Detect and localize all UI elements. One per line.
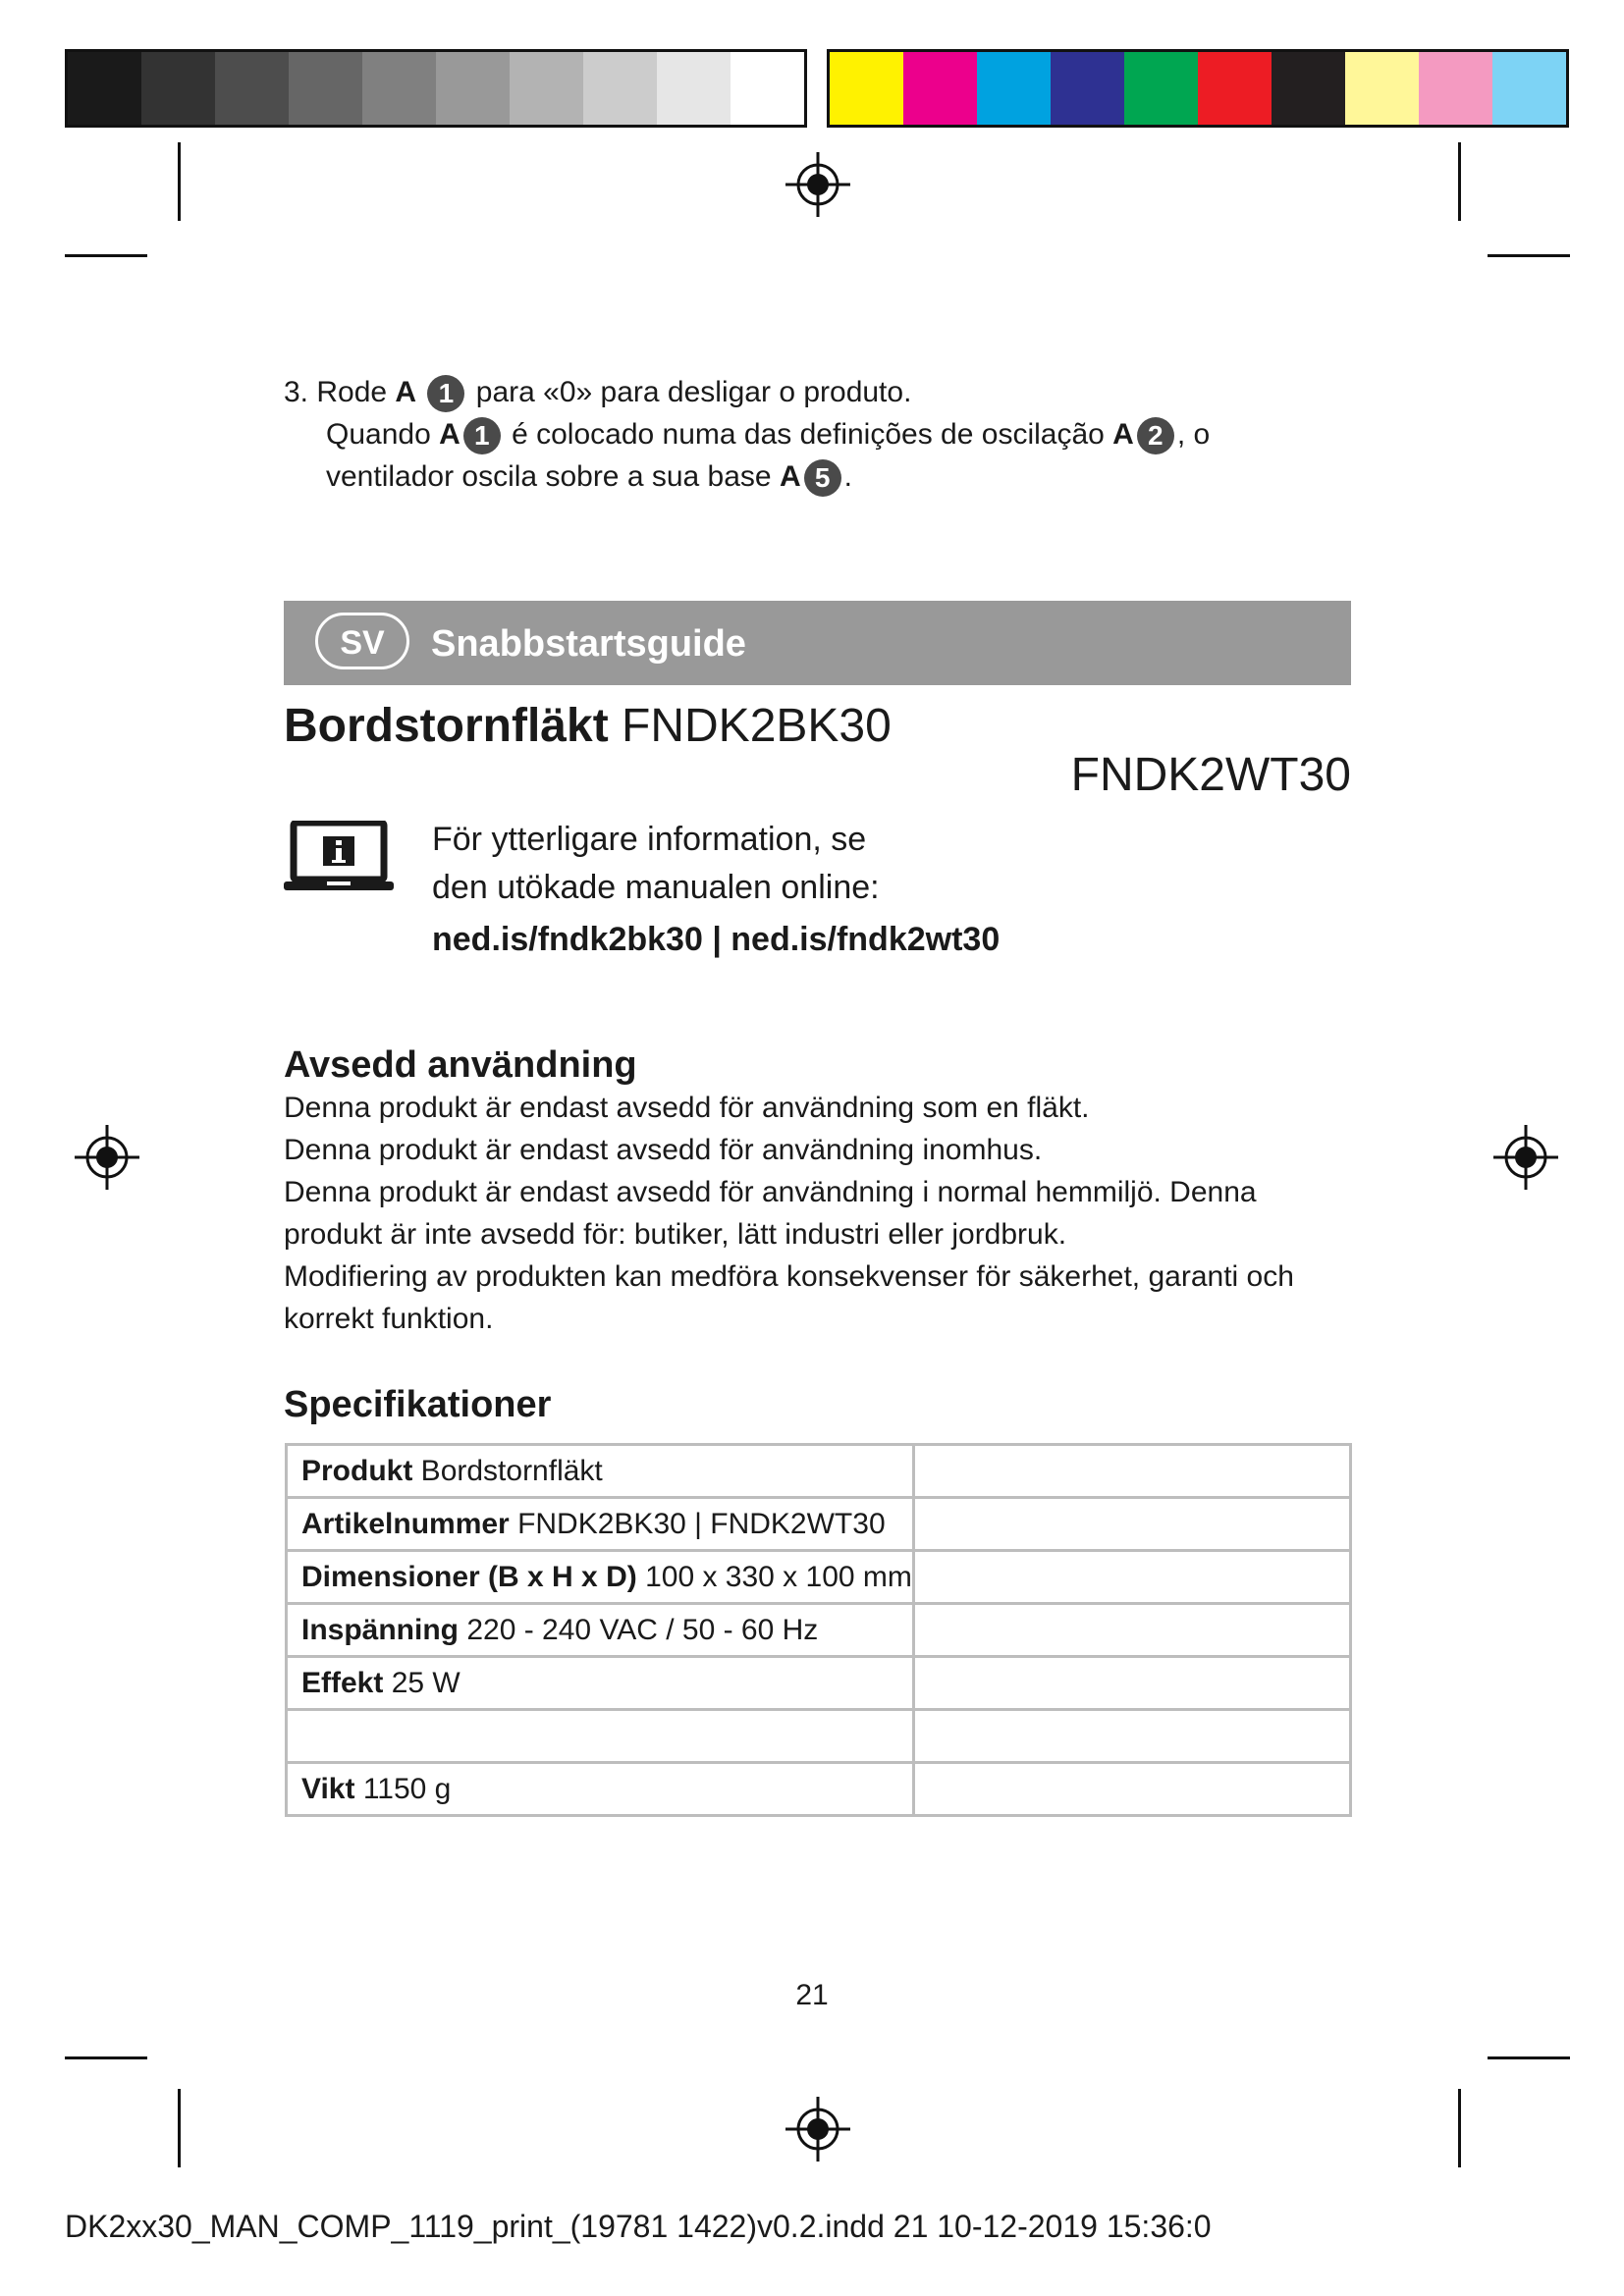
page-number: 21 — [795, 1979, 829, 2011]
crop-mark — [1488, 254, 1570, 257]
section-title: Snabbstartsguide — [431, 623, 746, 665]
laptop-info-icon — [284, 821, 394, 893]
spec-label: Artikelnummer — [301, 1507, 510, 1540]
color-swatch — [141, 52, 215, 125]
crop-mark — [65, 2056, 147, 2059]
color-swatch — [657, 52, 731, 125]
spec-value: 100 x 330 x 100 mm — [636, 1560, 912, 1593]
step-text: 3. Rode — [284, 376, 396, 408]
crop-mark — [1458, 142, 1461, 221]
color-swatch — [1272, 52, 1345, 125]
section-header — [284, 601, 1351, 685]
spec-cell-empty — [913, 1551, 1350, 1604]
part-letter: A — [439, 418, 460, 451]
part-number-badge: 1 — [427, 375, 464, 412]
spec-cell-empty — [913, 1498, 1350, 1551]
color-swatch — [903, 52, 977, 125]
cmyk-color-bar — [827, 49, 1569, 128]
spec-value: 220 - 240 VAC / 50 - 60 Hz — [459, 1613, 819, 1646]
part-number-badge: 1 — [463, 417, 501, 454]
spec-cell — [287, 1763, 914, 1816]
info-text: den utökade manualen online: — [432, 869, 880, 906]
spec-cell — [287, 1445, 914, 1498]
pt-step-line-3 — [326, 455, 852, 499]
step-text: é colocado numa das definições de oscilação — [503, 418, 1113, 451]
part-number-badge: 2 — [1137, 417, 1174, 454]
crop-mark — [178, 2089, 181, 2167]
spec-value: 1150 g — [354, 1772, 452, 1805]
product-name: Bordstornfläkt — [284, 700, 609, 752]
intended-use-line: Denna produkt är endast avsedd för användning som en fläkt. — [284, 1092, 1090, 1124]
product-title — [284, 695, 892, 758]
spec-label: Vikt — [301, 1772, 355, 1805]
spec-label: Dimensioner (B x H x D) — [301, 1560, 637, 1593]
intended-use-line: produkt är inte avsedd för: butiker, lätt industri eller jordbruk. — [284, 1218, 1067, 1251]
spec-cell — [287, 1551, 914, 1604]
part-letter: A — [1112, 418, 1134, 451]
crop-mark — [1458, 2089, 1461, 2167]
spec-cell — [287, 1657, 914, 1710]
step-text: . — [843, 460, 852, 493]
part-letter: A — [779, 460, 801, 493]
spec-cell — [287, 1604, 914, 1657]
color-swatch — [362, 52, 436, 125]
grayscale-color-bar — [65, 49, 807, 128]
color-swatch — [1124, 52, 1198, 125]
color-swatch — [830, 52, 903, 125]
step-text: , o — [1176, 418, 1211, 451]
color-swatch — [1419, 52, 1492, 125]
spec-label: Produkt — [301, 1454, 413, 1487]
product-model-2: FNDK2WT30 — [1070, 749, 1351, 801]
step-text: ventilador oscila sobre a sua base — [326, 460, 780, 493]
color-swatch — [436, 52, 510, 125]
crop-mark — [1488, 2056, 1570, 2059]
color-swatch — [1051, 52, 1124, 125]
table-row — [287, 1498, 1351, 1551]
intended-use-line: korrekt funktion. — [284, 1303, 494, 1335]
spec-value: 25 W — [383, 1666, 460, 1699]
print-slug: DK2xx30_MAN_COMP_1119_print_(19781 1422)v0.2.indd 21 10-12-2019 15:36:0 — [65, 2209, 1212, 2244]
part-letter: A — [395, 376, 417, 408]
color-swatch — [289, 52, 362, 125]
intended-use-line: Denna produkt är endast avsedd för användning inomhus. — [284, 1134, 1043, 1166]
pt-step-line-2 — [326, 413, 1210, 456]
product-model-1: FNDK2BK30 — [608, 700, 892, 752]
intended-use-line: Denna produkt är endast avsedd för användning i normal hemmiljö. Denna — [284, 1176, 1257, 1208]
spec-cell-empty — [913, 1763, 1350, 1816]
manual-links[interactable]: ned.is/fndk2bk30 | ned.is/fndk2wt30 — [432, 921, 1001, 958]
pt-step-line-1 — [284, 371, 911, 414]
crop-mark — [65, 254, 147, 257]
intended-use-heading: Avsedd användning — [284, 1044, 637, 1086]
registration-mark-icon — [785, 2097, 850, 2162]
spec-value: Bordstornfläkt — [412, 1454, 603, 1487]
spec-cell-empty — [913, 1657, 1350, 1710]
color-swatch — [1345, 52, 1419, 125]
spec-cell — [287, 1498, 914, 1551]
intended-use-line: Modifiering av produkten kan medföra konsekvenser för säkerhet, garanti och — [284, 1260, 1294, 1293]
spec-cell-empty — [913, 1445, 1350, 1498]
color-swatch — [583, 52, 657, 125]
table-row — [287, 1551, 1351, 1604]
spec-value: FNDK2BK30 | FNDK2WT30 — [509, 1507, 886, 1540]
color-swatch — [1198, 52, 1272, 125]
color-swatch — [731, 52, 804, 125]
step-text: para «0» para desligar o produto. — [467, 376, 912, 408]
table-row — [287, 1657, 1351, 1710]
table-row — [287, 1604, 1351, 1657]
table-row — [287, 1763, 1351, 1816]
color-swatch — [510, 52, 583, 125]
registration-mark-icon — [1493, 1125, 1558, 1190]
crop-mark — [178, 142, 181, 221]
language-badge: SV — [315, 613, 409, 669]
specifications-table — [285, 1443, 1352, 1817]
step-text: Quando — [326, 418, 440, 451]
color-swatch — [1492, 52, 1566, 125]
registration-mark-icon — [785, 152, 850, 217]
color-swatch — [215, 52, 289, 125]
part-number-badge: 5 — [804, 459, 841, 497]
color-swatch — [68, 52, 141, 125]
info-text: För ytterligare information, se — [432, 821, 867, 858]
specifications-heading: Specifikationer — [284, 1384, 552, 1425]
spec-cell-empty — [913, 1604, 1350, 1657]
spec-label: Inspänning — [301, 1613, 459, 1646]
table-row — [287, 1445, 1351, 1498]
table-row — [287, 1710, 1351, 1763]
color-swatch — [977, 52, 1051, 125]
spec-label: Effekt — [301, 1666, 384, 1699]
registration-mark-icon — [75, 1125, 139, 1190]
spec-cell-empty — [913, 1710, 1350, 1763]
spec-cell — [287, 1710, 914, 1763]
